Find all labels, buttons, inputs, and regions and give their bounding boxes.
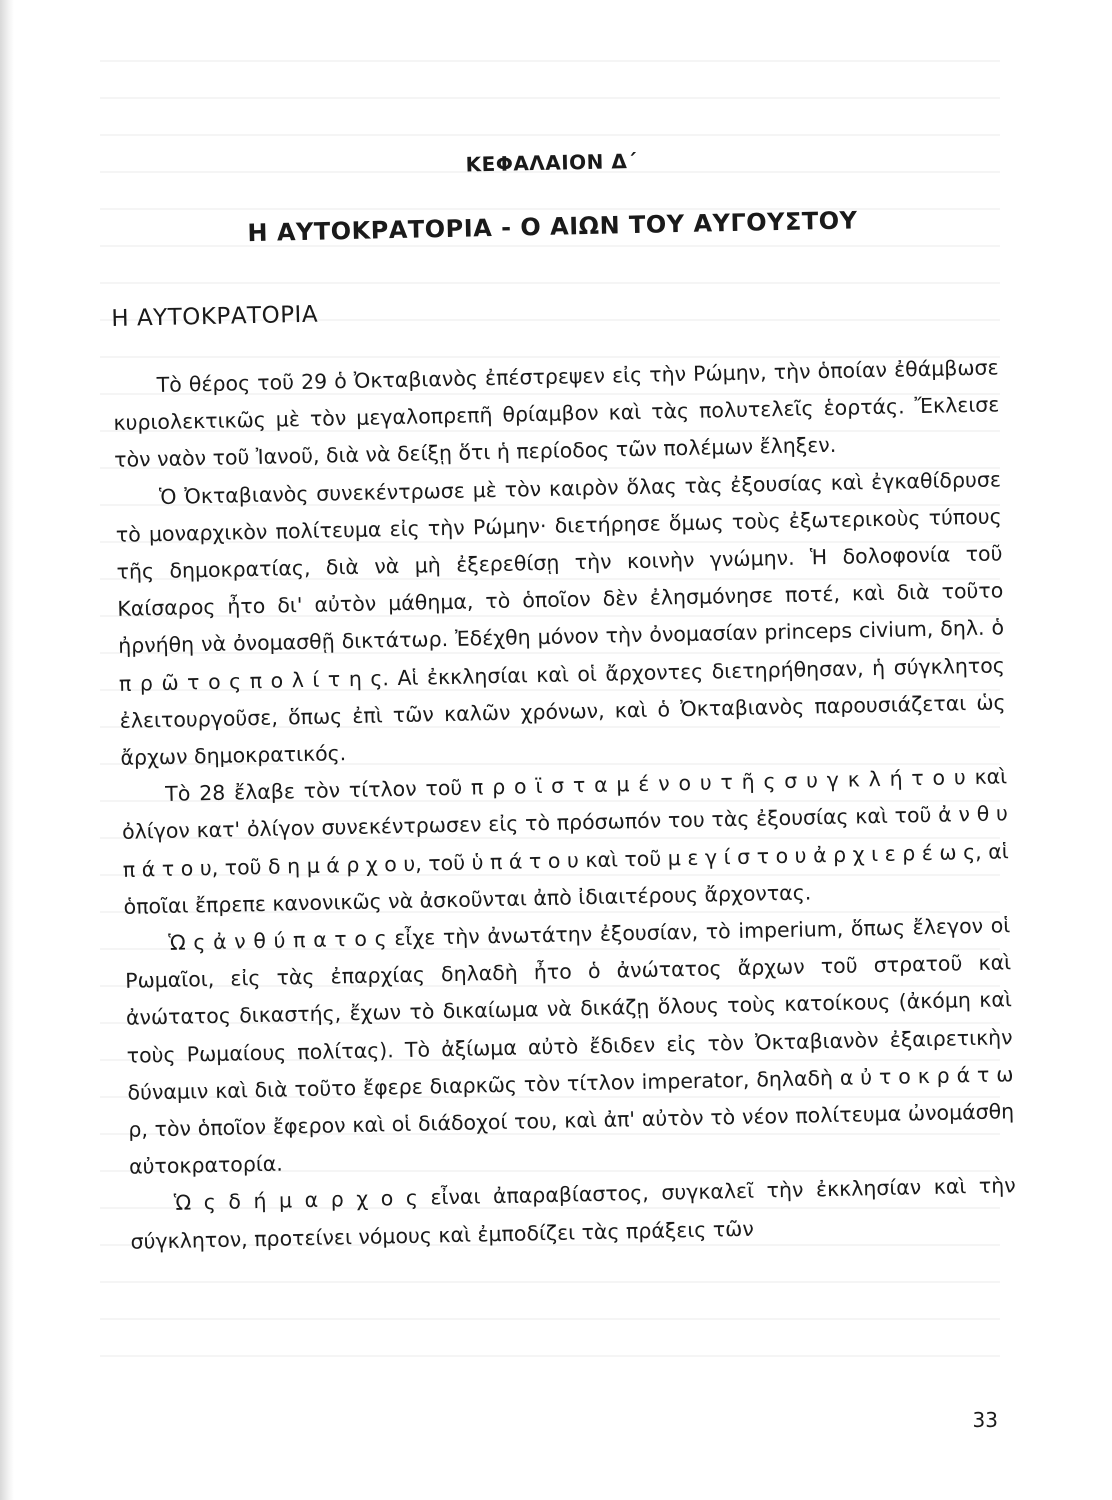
paragraph: Ὡ ς ἀ ν θ ύ π α τ ο ς εἶχε τὴν ἀνωτάτην ἐξουσίαν, τὸ imperium, ὅπως ἔλεγον οἱ Ρωμαῖοι, εἰς τὰς ἐπαρχίας δηλαδὴ ἦτο ὁ ἀνώτατος ἄρχων τοῦ στρατοῦ καὶ ἀνώτατος δικαστής, ἔχων τὸ δικαίωμα νὰ δικάζῃ ὅλους τοὺς κατοίκους (ἀκόμη καὶ τοὺς Ρωμαίους πολίτας). Τὸ ἀξίωμα αὐτὸ ἔδιδεν εἰς τὸν Ὀκταβιανὸν ἐξαιρετικὴν δύναμιν καὶ διὰ τοῦτο ἔφερε διαρκῶς τὸν τίτλον imperator, δηλαδὴ α ὐ τ ο κ ρ ά τ ω ρ, τὸν ὁποῖον ἔφερον καὶ οἱ διάδοχοί του, καὶ ἀπ' αὐτὸν τὸ νέον πολίτευμα ὠνομάσθη αὐτοκρατορία.	[124, 913, 1015, 1180]
paragraph: Ὁ Ὀκταβιανὸς συνεκέντρωσε μὲ τὸν καιρὸν ὅλας τὰς ἐξουσίας καὶ ἐγκαθίδρυσε τὸ μοναρχικὸν πολίτευμα εἰς τὴν Ρώμην· διετήρησε ὅμως τοὺς ἐξωτερικοὺς τύπους τῆς δημοκρατίας, διὰ νὰ μὴ ἐξερεθίσῃ τὴν κοινὴν γνώμην. Ἡ δολοφονία τοῦ Καίσαρος ἦτο δι' αὐτὸν μάθημα, τὸ ὁποῖον δὲν ἐλησμόνησε ποτέ, καὶ διὰ τοῦτο ἠρνήθη νὰ ὀνομασθῇ δικτάτωρ. Ἐδέχθη μόνον τὴν ὀνομασίαν princeps civium, δηλ. ὁ π ρ ῶ τ ο ς π ο λ ί τ η ς. Αἱ ἐκκλησίαι καὶ οἱ ἄρχοντες διετηρήθησαν, ἡ σύγκλητος ἐλειτουργοῦσε, ὅπως ἐπὶ τῶν καλῶν χρόνων, καὶ ὁ Ὀκταβιανὸς παρουσιάζεται ὡς ἄρχων δημοκρατικός.	[115, 466, 1006, 770]
paragraph: Τὸ θέρος τοῦ 29 ὁ Ὀκταβιανὸς ἐπέστρεψεν εἰς τὴν Ρώμην, τὴν ὁποίαν ἐθάμβωσε κυριολεκτικῶς μὲ τὸν μεγαλοπρεπῆ θρίαμβον καὶ τὰς πολυτελεῖς ἑορτάς. Ἔκλεισε τὸν ναὸν τοῦ Ἰανοῦ, διὰ νὰ δείξῃ ὅτι ἡ περίοδος τῶν πολέμων ἔληξεν.	[113, 355, 1000, 473]
paragraph: Τὸ 28 ἔλαβε τὸν τίτλον τοῦ π ρ ο ϊ σ τ α μ έ ν ο υ τ ῆ ς σ υ γ κ λ ή τ ο υ καὶ ὀλίγον κατ' ὀλίγον συνεκέντρωσεν εἰς τὸ πρόσωπόν του τὰς ἐξουσίας καὶ τοῦ ἀ ν θ υ π ά τ ο υ, τοῦ δ η μ ά ρ χ ο υ, τοῦ ὑ π ά τ ο υ καὶ τοῦ μ ε γ ί σ τ ο υ ἀ ρ χ ι ε ρ έ ω ς, αἱ ὁποῖαι ἔπρεπε κανονικῶς νὰ ἀσκοῦνται ἀπὸ ἰδιαιτέρους ἄρχοντας.	[121, 764, 1009, 919]
binding-edge	[0, 0, 14, 1500]
page-number: 33	[972, 1408, 998, 1432]
section-heading: Η ΑΥΤΟΚΡΑΤΟΡΙΑ	[111, 301, 319, 332]
paragraph: Ὡ ς δ ή μ α ρ χ ο ς εἶναι ἀπαραβίαστος, συγκαλεῖ τὴν ἐκκλησίαν καὶ τὴν σύγκλητον, προτείνει νόμους καὶ ἐμποδίζει τὰς πράξεις τῶν	[130, 1173, 1016, 1254]
chapter-title: Η ΑΥΤΟΚΡΑΤΟΡΙΑ - Ο ΑΙΩΝ ΤΟΥ ΑΥΓΟΥΣΤΟΥ	[247, 206, 858, 248]
body-text	[112, 349, 1017, 1260]
chapter-label: ΚΕΦΑΛΑΙΟΝ Δ΄	[465, 148, 637, 177]
book-page	[108, 141, 1017, 1260]
